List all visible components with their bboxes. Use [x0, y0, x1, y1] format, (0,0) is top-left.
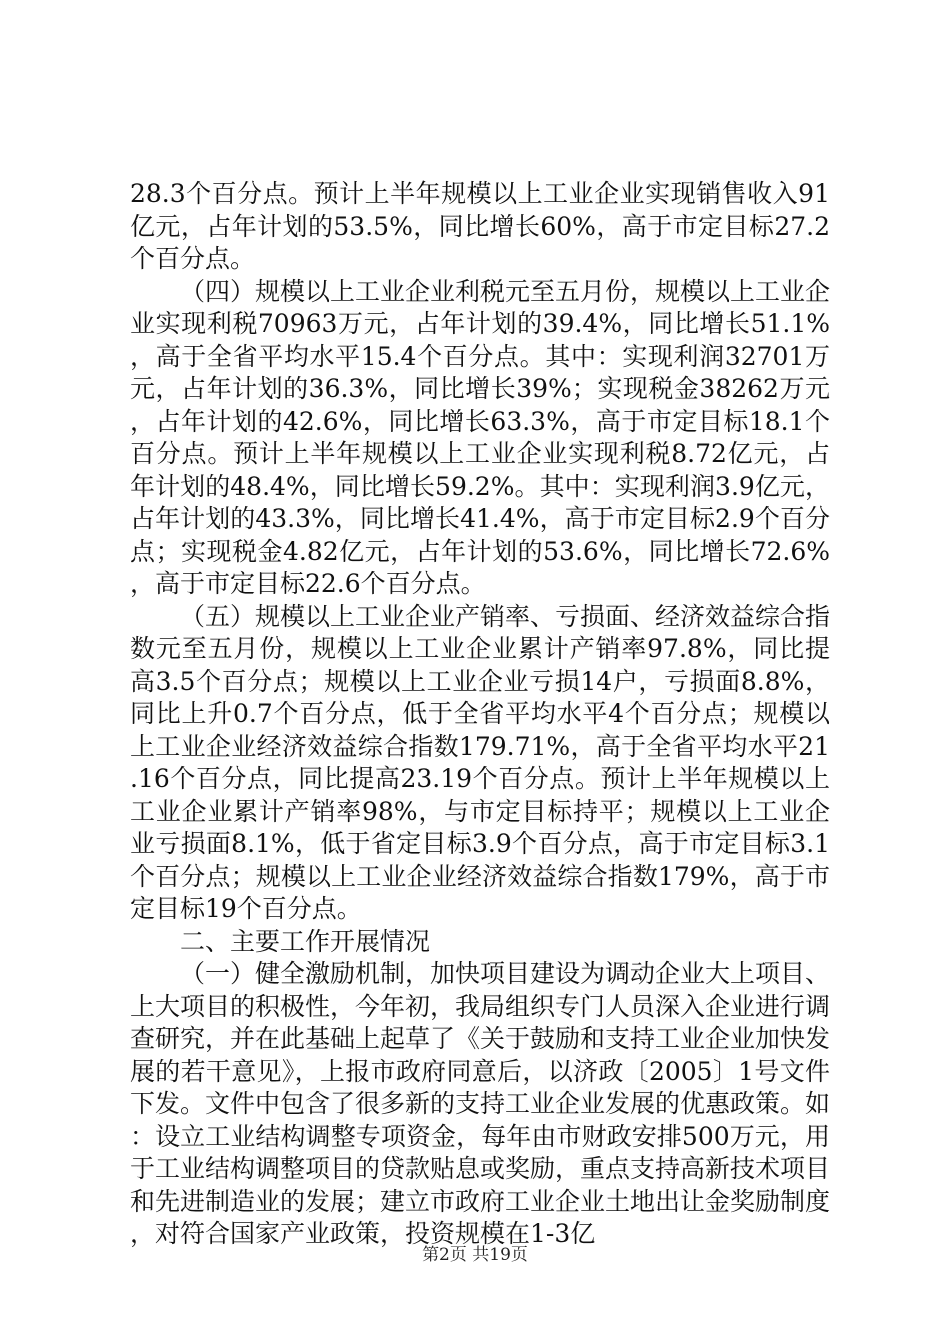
paragraph-section-four: （四）规模以上工业企业利税元至五月份，规模以上工业企业实现利税70963万元，占年计划的39.4%，同比增长51.1%，高于全省平均水平15.4个百分点。其中：实现利润32701万元，占年计划的36.3%，同比增长39%；实现税金38262万元，占年计划的42.6%，同比增长63.3%，高于市定目标18.1个百分点。预计上半年规模以上工业企业实现利税8.72亿元，占年计划的48.4%，同比增长59.2%。其中：实现利润3.9亿元，占年计划的43.3%，同比增长41.4%，高于市定目标2.9个百分点；实现税金4.82亿元，占年计划的53.6%，同比增长72.6%，高于市定目标22.6个百分点。 — [130, 276, 831, 598]
paragraph-continuation: 28.3个百分点。预计上半年规模以上工业企业实现销售收入91亿元，占年计划的53.5%，同比增长60%，高于市定目标27.2个百分点。 — [130, 179, 830, 273]
paragraph-section-five: （五）规模以上工业企业产销率、亏损面、经济效益综合指数元至五月份，规模以上工业企业累计产销率97.8%，同比提高3.5个百分点；规模以上工业企业亏损14户，亏损面8.8%，同比上升0.7个百分点，低于全省平均水平4个百分点；规模以上工业企业经济效益综合指数179.71%，高于全省平均水平21.16个百分点，同比提高23.19个百分点。预计上半年规模以上工业企业累计产销率98%，与市定目标持平；规模以上工业企业亏损面8.1%，低于省定目标3.9个百分点，高于市定目标3.1个百分点；规模以上工业企业经济效益综合指数179%，高于市定目标19个百分点。 — [130, 601, 831, 923]
page-number-footer: 第2页 共19页 — [422, 1245, 528, 1265]
paragraph-incentive-mechanism: （一）健全激励机制，加快项目建设为调动企业大上项目、上大项目的积极性，今年初，我局组织专门人员深入企业进行调查研究，并在此基础上起草了《关于鼓励和支持工业企业加快发展的若干意见》，上报市政府同意后，以济政〔2005〕1号文件下发。文件中包含了很多新的支持工业企业发展的优惠政策。如：设立工业结构调整专项资金，每年由市财政安排500万元，用于工业结构调整项目的贷款贴息或奖励，重点支持高新技术项目和先进制造业的发展；建立市政府工业企业土地出让金奖励制度，对符合国家产业政策，投资规模在1-3亿 — [130, 959, 831, 1248]
section-heading-main-work: 二、主要工作开展情况 — [180, 926, 431, 956]
document-body — [130, 178, 830, 1251]
